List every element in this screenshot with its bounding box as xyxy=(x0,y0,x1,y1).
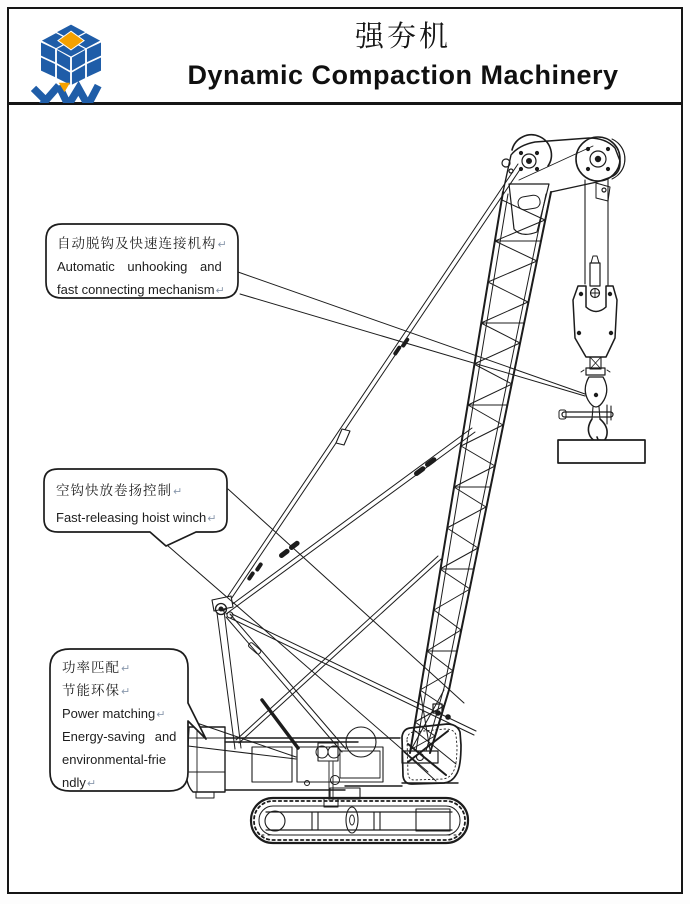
leader-unhooking-2 xyxy=(240,294,585,396)
page-title-cn: 强夯机 xyxy=(354,19,451,53)
lattice-boom xyxy=(410,192,551,753)
boom-head-right-sheave xyxy=(576,137,625,181)
tamper-weight xyxy=(558,440,645,463)
callout-power-matching xyxy=(62,657,184,795)
callout1-line-cn: 自动脱钩及快速连接机构↵ xyxy=(57,236,228,251)
rope-connectors xyxy=(247,337,438,581)
callout3-line-cn1: 功率匹配↵ xyxy=(62,660,132,675)
callout3-line-en4: ndly↵ xyxy=(62,775,97,790)
callout1-line-en1: Automatic unhooking and xyxy=(57,259,222,274)
return-mark: ↵ xyxy=(86,778,97,790)
page-title-en: Dynamic Compaction Machinery xyxy=(187,60,619,90)
leader-unhooking-1 xyxy=(238,272,585,394)
callout3-line-en1: Power matching↵ xyxy=(62,706,166,721)
boom-head xyxy=(502,135,625,235)
return-mark: ↵ xyxy=(121,663,132,675)
company-logo xyxy=(25,19,117,109)
callout1-line-en2: fast connecting mechanism↵ xyxy=(57,282,225,297)
return-mark: ↵ xyxy=(173,486,184,498)
callout3-line-en2: Energy-saving and xyxy=(62,729,177,744)
pendant-ropes xyxy=(217,164,521,743)
header-titles xyxy=(121,9,685,101)
track-cleats xyxy=(254,801,465,840)
callout-hoist-winch xyxy=(56,478,222,532)
return-mark: ↵ xyxy=(207,513,217,525)
hook-block xyxy=(573,256,617,357)
callout-automatic-unhooking xyxy=(57,233,229,302)
crawler-track xyxy=(251,798,468,843)
callout2-line-en: Fast-releasing hoist winch↵ xyxy=(56,510,217,525)
header xyxy=(7,7,683,104)
callout2-line-cn: 空钩快放卷扬控制↵ xyxy=(56,483,184,498)
track-idler-wheel xyxy=(265,811,285,831)
boom-head-left-sheave xyxy=(512,135,551,171)
hydraulic-cylinder xyxy=(262,700,298,748)
leader-power-2 xyxy=(188,746,296,759)
callout3-line-en3: environmental-frie xyxy=(62,752,167,767)
callout3-line-cn2: 节能环保↵ xyxy=(62,683,132,698)
cab-rivet-outline xyxy=(407,729,457,780)
automatic-unhooking-device xyxy=(559,357,613,442)
return-mark: ↵ xyxy=(121,686,132,698)
return-mark: ↵ xyxy=(156,709,166,721)
return-mark: ↵ xyxy=(215,285,225,297)
return-mark: ↵ xyxy=(217,239,228,251)
track-sprocket xyxy=(346,807,358,833)
logo-cube-icon xyxy=(41,25,101,85)
